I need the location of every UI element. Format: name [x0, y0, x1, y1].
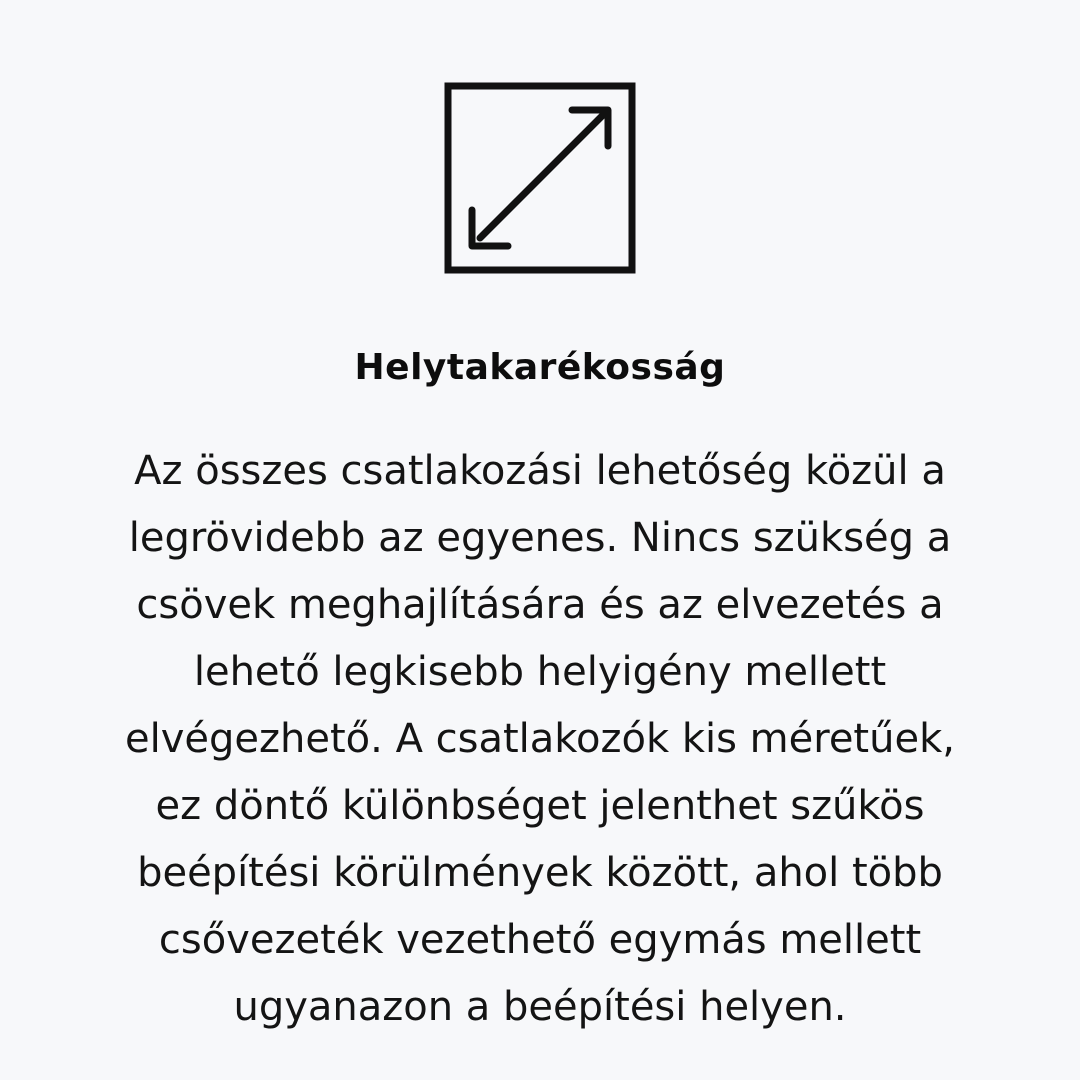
description-line: elvégezhető. A csatlakozók kis méretűek,: [125, 716, 955, 762]
description-line: legrövidebb az egyenes. Nincs szükség a: [128, 515, 952, 561]
description-line: ez döntő különbséget jelenthet szűkös: [155, 783, 925, 829]
description-line: csövek meghajlítására és az elvezetés a: [136, 582, 944, 628]
description-line: ugyanazon a beépítési helyen.: [233, 984, 847, 1030]
description-line: lehető legkisebb helyigény mellett: [193, 649, 887, 695]
description-line: beépítési körülmények között, ahol több: [137, 850, 943, 896]
description-line: Az összes csatlakozási lehetőség közül a: [134, 448, 946, 494]
diagonal-resize-arrows-icon: [444, 82, 636, 274]
feature-title: Helytakarékosság: [354, 347, 726, 388]
description-line: csővezeték vezethető egymás mellett: [158, 917, 922, 963]
feature-description: [60, 438, 1020, 1041]
